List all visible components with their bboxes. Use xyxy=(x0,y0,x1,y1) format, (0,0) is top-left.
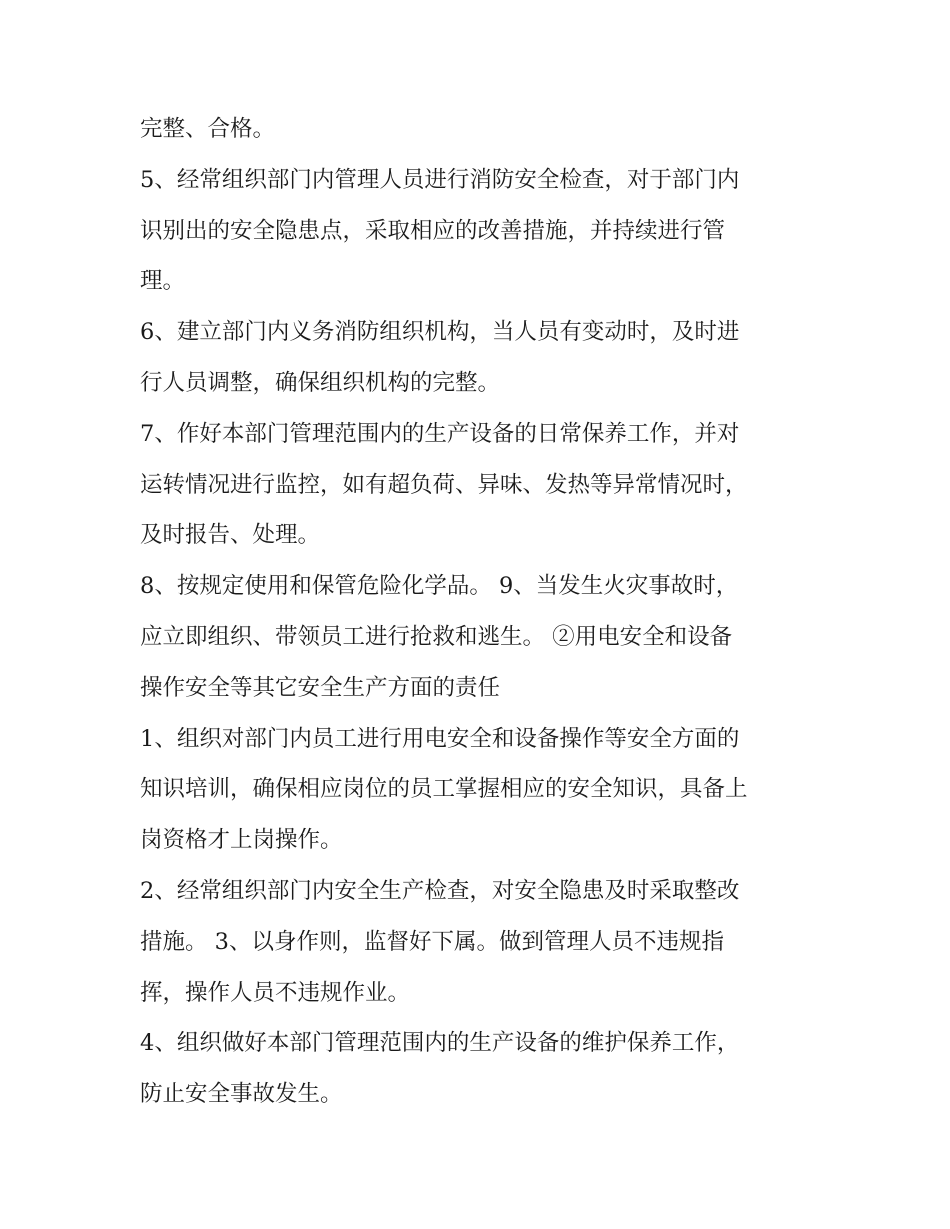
text-line: 理。 xyxy=(140,268,186,295)
text-line: 应立即组织、带领员工进行抢救和逃生。 ②用电安全和设备 xyxy=(140,623,733,650)
text-line: 7、作好本部门管理范围内的生产设备的日常保养工作，并对 xyxy=(140,420,740,447)
text-line: 运转情况进行监控，如有超负荷、异味、发热等异常情况时， xyxy=(140,471,748,498)
text-line: 1、组织对部门内员工进行用电安全和设备操作等安全方面的 xyxy=(140,725,740,752)
text-line: 措施。 3、以身作则，监督好下属。做到管理人员不违规指 xyxy=(140,928,724,955)
text-line: 识别出的安全隐患点，采取相应的改善措施，并持续进行管 xyxy=(140,217,726,244)
text-line: 岗资格才上岗操作。 xyxy=(140,827,343,854)
text-line: 4、组织做好本部门管理范围内的生产设备的维护保养工作， xyxy=(140,1030,740,1057)
text-line: 操作安全等其它安全生产方面的责任 xyxy=(140,674,501,701)
text-line: 完整、合格。 xyxy=(140,116,276,142)
text-line: 挥，操作人员不违规作业。 xyxy=(140,979,411,1006)
text-line: 知识培训，确保相应岗位的员工掌握相应的安全知识，具备上 xyxy=(140,776,748,803)
text-line: 2、经常组织部门内安全生产检查，对安全隐患及时采取整改 xyxy=(140,877,740,904)
text-line: 8、按规定使用和保管危险化学品。 9、当发生火灾事故时， xyxy=(140,573,739,600)
text-line: 6、建立部门内义务消防组织机构，当人员有变动时，及时进 xyxy=(140,319,740,346)
text-line: 防止安全事故发生。 xyxy=(140,1081,343,1108)
text-line: 行人员调整，确保组织机构的完整。 xyxy=(140,369,501,396)
document-body xyxy=(140,104,820,1120)
text-line: 5、经常组织部门内管理人员进行消防安全检查，对于部门内 xyxy=(140,166,740,193)
text-line: 及时报告、处理。 xyxy=(140,522,321,549)
